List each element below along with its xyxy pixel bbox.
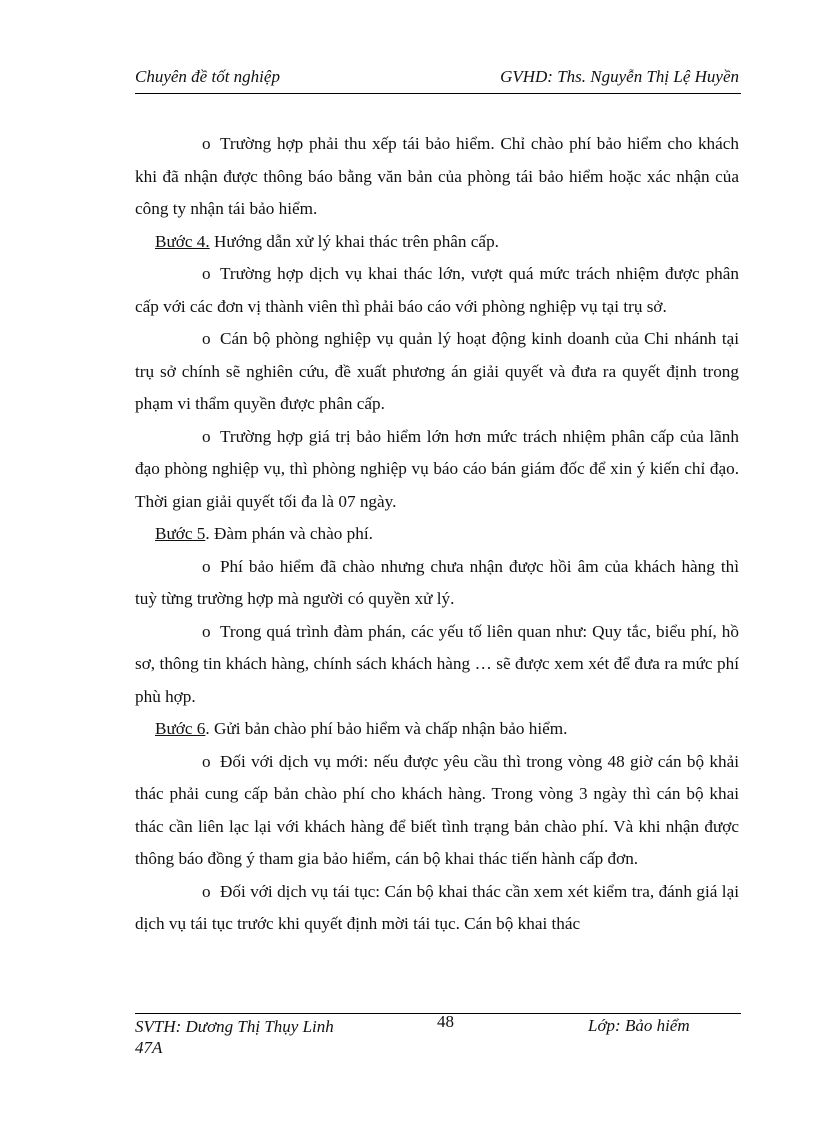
step-label: Bước 4. [155, 231, 210, 251]
header-title: Chuyên đề tốt nghiệp [135, 67, 280, 86]
bullet-mark: o [202, 426, 211, 446]
footer-class: Lớp: Bảo hiểm [588, 1016, 690, 1035]
step-label: Bước 5 [155, 524, 206, 543]
bullet-mark: o [202, 881, 211, 901]
step-4-heading: Bước 4. Hướng dẫn xử lý khai thác trên phân cấp. [155, 231, 499, 251]
bullet-mark: o [202, 264, 211, 283]
paragraph-7: o Phí bảo hiểm đã chào nhưng chưa nhận được hồi âm của khách hàng thì tuỳ từng trường hợp mà người có quyền xử lý. [135, 551, 739, 616]
paragraph-3: o Trường hợp dịch vụ khai thác lớn, vượt quá mức trách nhiệm được phân cấp với các đơn vị thành viên thì phải báo cáo với phòng nghiệp vụ tại trụ sở. [135, 258, 739, 323]
paragraph-10: o Đối với dịch vụ mới: nếu được yêu cầu thì trong vòng 48 giờ cán bộ khải thác phải cung cấp bản chào phí cho khách hàng. Trong vòng 3 ngày thì cán bộ khai thác cần liên lạc lại với khách hàng để biết tình trạng bản chào phí. Và khi nhận được thông báo đồng ý tham gia bảo hiểm, cán bộ khai thác tiến hành cấp đơn. [135, 746, 739, 876]
bullet-mark: o [202, 621, 211, 641]
student-class: 47A [135, 1038, 163, 1057]
paragraph-11: o Đối với dịch vụ tái tục: Cán bộ khai thác cần xem xét kiểm tra, đánh giá lại dịch vụ tái tục trước khi quyết định mời tái tục. Cán bộ khai thác [135, 876, 739, 941]
bullet-mark: o [202, 751, 211, 771]
paragraph-4: o Cán bộ phòng nghiệp vụ quản lý hoạt động kinh doanh của Chi nhánh tại trụ sở chính sẽ nghiên cứu, đề xuất phương án giải quyết và đưa ra quyết định trong phạm vi thẩm quyền được phân cấp. [135, 323, 739, 421]
step-6-heading: Bước 6. Gửi bản chào phí bảo hiểm và chấp nhận bảo hiểm. [155, 719, 568, 738]
footer-student [135, 1016, 334, 1058]
paragraph-1: o Trường hợp phải thu xếp tái bảo hiểm. Chỉ chào phí bảo hiểm cho khách khi đã nhận được thông báo bằng văn bản của phòng tái bảo hiểm hoặc xác nhận của công ty nhận tái bảo hiểm. [135, 128, 739, 226]
page-header [135, 67, 741, 94]
student-name: SVTH: Dương Thị Thụy Linh [135, 1017, 334, 1036]
body-text [135, 128, 739, 941]
step-5-heading: Bước 5. Đàm phán và chào phí. [155, 524, 373, 543]
step-label: Bước 6 [155, 719, 206, 738]
page-number: 48 [437, 1012, 454, 1031]
paragraph-8: o Trong quá trình đàm phán, các yếu tố liên quan như: Quy tắc, biểu phí, hồ sơ, thông tin khách hàng, chính sách khách hàng … sẽ được xem xét để đưa ra mức phí phù hợp. [135, 616, 739, 714]
bullet-mark: o [202, 329, 211, 348]
bullet-mark: o [202, 134, 211, 153]
paragraph-5: o Trường hợp giá trị bảo hiểm lớn hơn mức trách nhiệm phân cấp của lãnh đạo phòng nghiệp vụ, thì phòng nghiệp vụ báo cáo bán giám đốc để xin ý kiến chỉ đạo. Thời gian giải quyết tối đa là 07 ngày. [135, 421, 739, 519]
bullet-mark: o [202, 556, 211, 576]
header-advisor: GVHD: Ths. Nguyễn Thị Lệ Huyền [500, 67, 739, 86]
